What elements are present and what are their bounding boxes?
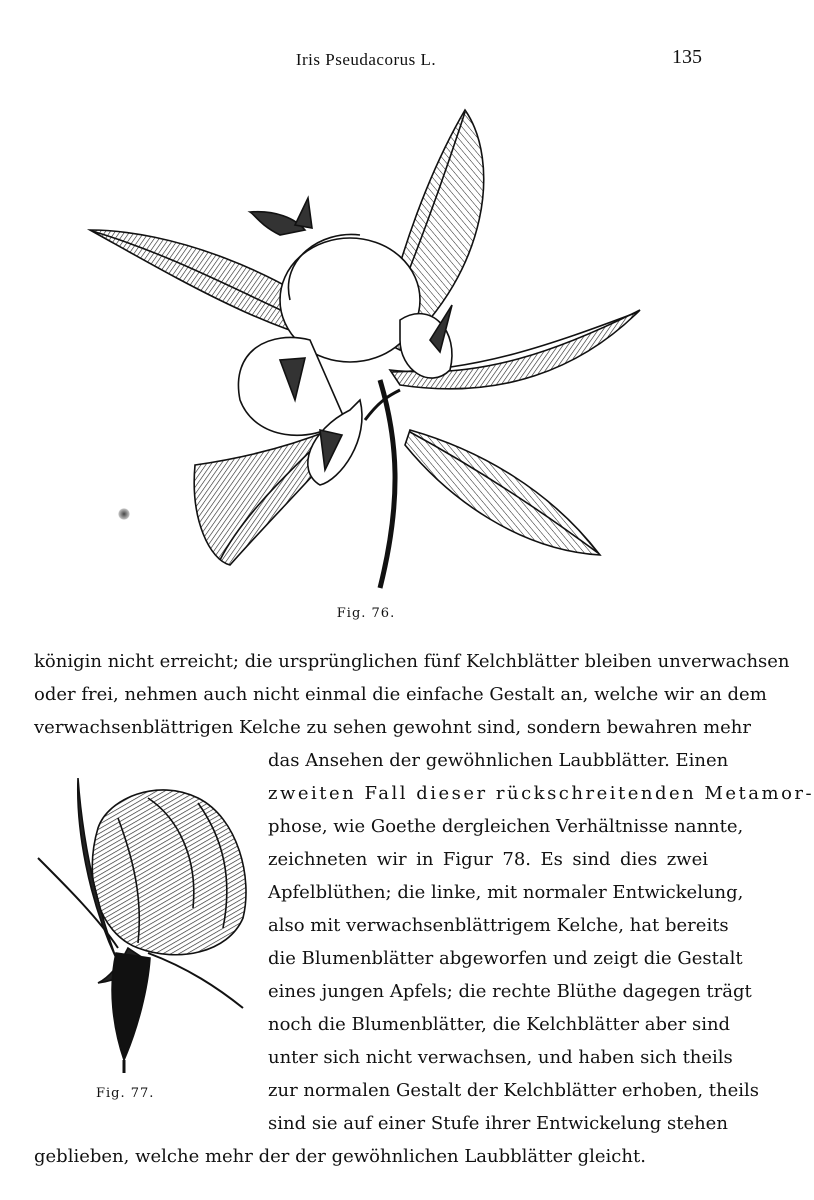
ink-smudge xyxy=(118,508,130,520)
figure-76-illustration xyxy=(80,100,660,590)
text-line: also mit verwachsenblättrigem Kelche, hat bereits xyxy=(268,915,729,936)
figure-76-caption: Fig. 76. xyxy=(336,606,396,621)
text-line: sind sie auf einer Stufe ihrer Entwickelung stehen xyxy=(268,1113,728,1134)
running-title: Iris Pseudacorus L. xyxy=(295,50,437,69)
text-line: zur normalen Gestalt der Kelchblätter erhoben, theils xyxy=(268,1080,760,1101)
text-line: geblieben, welche mehr der der gewöhnlichen Laubblätter gleicht. xyxy=(34,1146,646,1167)
text-line: königin nicht erreicht; die ursprünglichen fünf Kelchblätter bleiben unverwachsen xyxy=(34,651,790,672)
page-number: 135 xyxy=(672,46,702,68)
text-line: verwachsenblättrigen Kelche zu sehen gewohnt sind, sondern bewahren mehr xyxy=(34,717,751,738)
text-line: phose, wie Goethe dergleichen Verhältnisse nannte, xyxy=(268,816,744,837)
text-line: zeichneten wir in Figur 78. Es sind dies zwei xyxy=(268,849,708,870)
text-line: eines jungen Apfels; die rechte Blüthe dagegen trägt xyxy=(268,981,752,1002)
figure-77-caption: Fig. 77. xyxy=(96,1086,155,1101)
text-line: unter sich nicht verwachsen, und haben sich theils xyxy=(268,1047,733,1068)
text-line: zweiten Fall dieser rückschreitenden Metamor- xyxy=(268,783,814,804)
text-line: oder frei, nehmen auch nicht einmal die einfache Gestalt an, welche wir an dem xyxy=(34,684,767,705)
text-line: die Blumenblätter abgeworfen und zeigt die Gestalt xyxy=(268,948,743,969)
text-line: das Ansehen der gewöhnlichen Laubblätter. Einen xyxy=(268,750,729,771)
text-line: Apfelblüthen; die linke, mit normaler Entwickelung, xyxy=(268,882,744,903)
text-line: noch die Blumenblätter, die Kelchblätter aber sind xyxy=(268,1014,731,1035)
figure-77-illustration xyxy=(28,768,254,1078)
